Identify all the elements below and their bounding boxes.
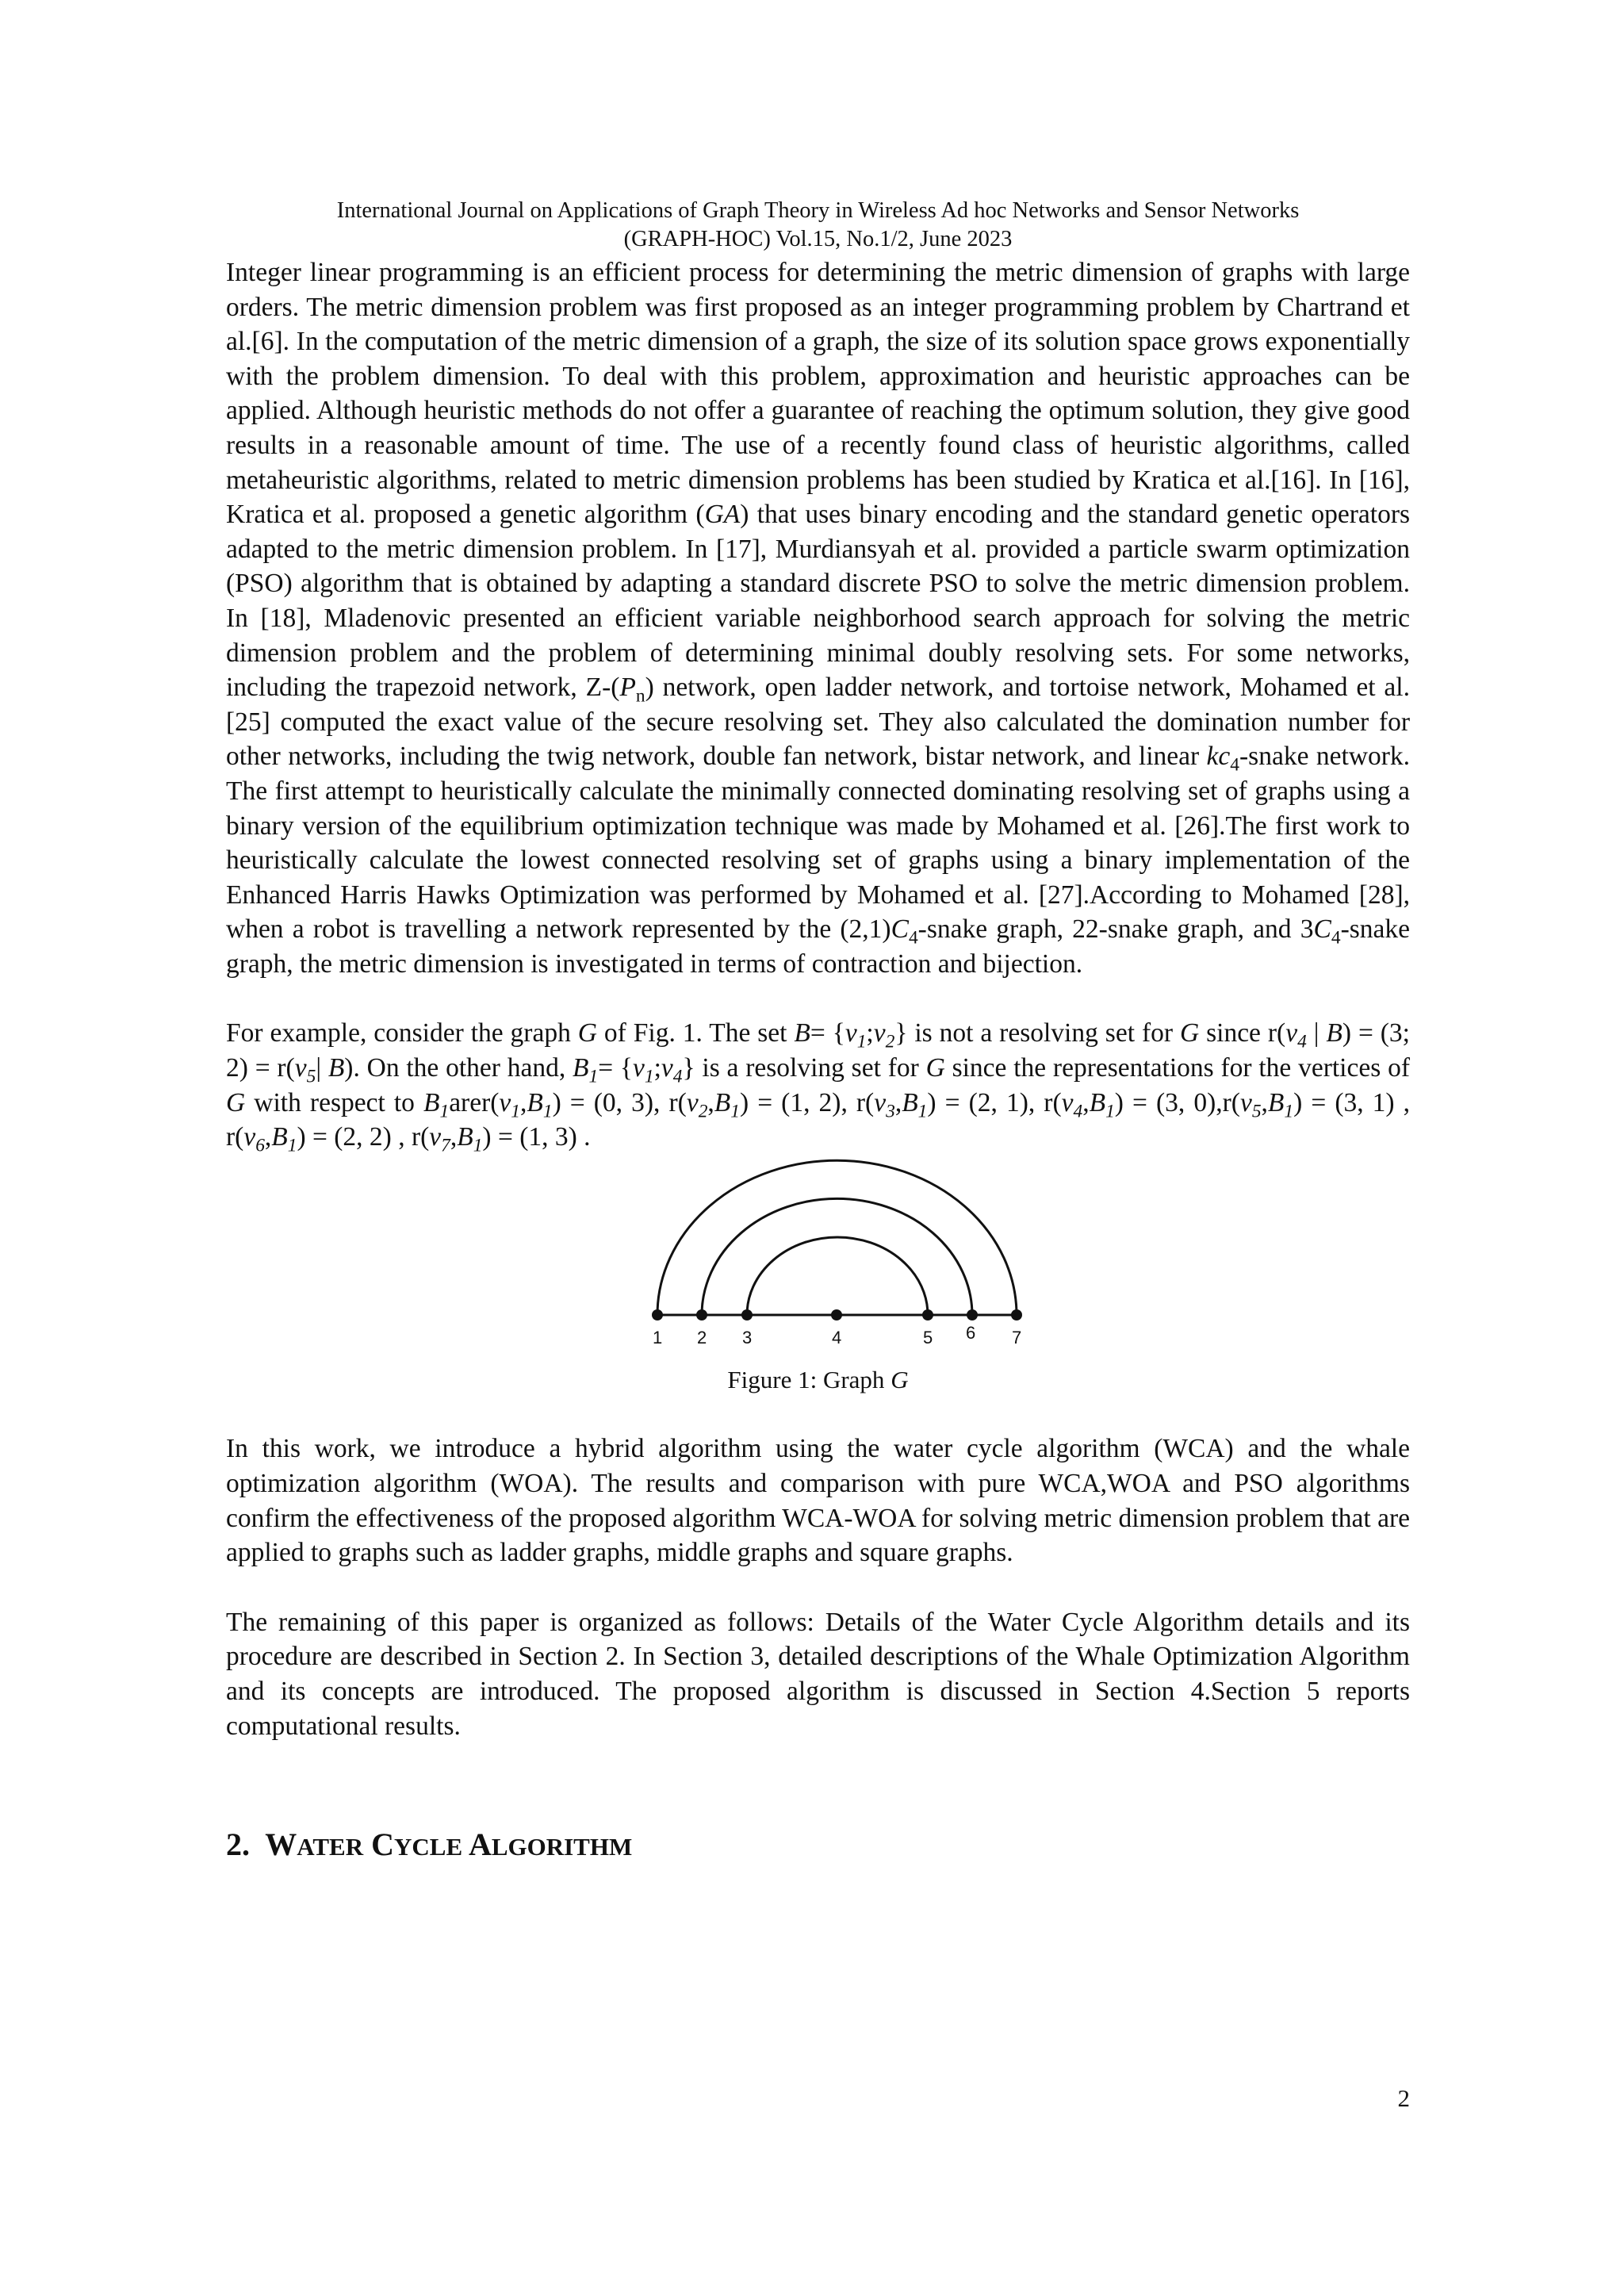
vertex-7	[1011, 1309, 1022, 1320]
vertex-label-1: 1	[653, 1327, 663, 1347]
paragraph-related-work: Integer linear programming is an efficient process for determining the metric dimension of graphs with large orders. The metric dimension problem was first proposed as an integer programming problem by Chartrand et al.[6]. In the computation of the metric dimension of a graph, the size of its solution space grows exponentially with the problem dimension. To deal with this problem, approximation and heuristic approaches can be applied. Although heuristic methods do not offer a guarantee of reaching the optimum solution, they give good results in a reasonable amount of time. The use of a recently found class of heuristic algorithms, called metaheuristic algorithms, related to metric dimension problems has been studied by Kratica et al.[16]. In [16], Kratica et al. proposed a genetic algorithm (GA) that uses binary encoding and the standard genetic operators adapted to the metric dimension problem. In [17], Murdiansyah et al. provided a particle swarm optimization (PSO) algorithm that is obtained by adapting a standard discrete PSO to solve the metric dimension problem. In [18], Mladenovic presented an efficient variable neighborhood search approach for solving the metric dimension problem and the problem of determining minimal doubly resolving sets. For some networks, including the trapezoid network, $Z-(P_n)$ network, open ladder network, and tortoise network, Mohamed et al. [25] computed the exact value of the secure resolving set. They also calculated the domination number for other networks, including the twig network, double fan network, bistar network, and linear $kc_4$-snake network. The first attempt to heuristically calculate the minimally connected dominating resolving set of graphs using a binary version of the equilibrium optimization technique was made by Mohamed et al. [26].The first work to heuristically calculate the lowest connected resolving set of graphs using a binary implementation of the Enhanced Harris Hawks Optimization was performed by Mohamed et al. [27].According to Mohamed [28], when a robot is travelling a network represented by the $(2,1)C_4$-snake graph, 22-snake graph, and $3C_4$-snake graph, the metric dimension is investigated in terms of contraction and bijection.	[226, 258, 1411, 979]
paragraph-contribution: In this work, we introduce a hybrid algorithm using the water cycle algorithm (WCA) and the whale optimization algorithm (WOA). The results and comparison with pure WCA,WOA and PSO algorithms confirm the effectiveness of the proposed algorithm WCA-WOA for solving metric dimension problem that are applied to graphs such as ladder graphs, middle graphs and square graphs.	[226, 1434, 1410, 1568]
vertex-6	[967, 1309, 978, 1320]
main-content	[226, 255, 1410, 1866]
header-volume: (GRAPH-HOC) Vol.15, No.1/2, June 2023	[623, 227, 1013, 251]
figure-caption: Figure 1: Graph G	[727, 1365, 909, 1393]
section-heading: 2. WATER CYCLE ALGORITHM	[226, 1826, 633, 1863]
vertex-label-2: 2	[697, 1327, 707, 1347]
vertex-label-4: 4	[832, 1327, 842, 1347]
vertex-label-3: 3	[742, 1327, 753, 1347]
vertex-5	[922, 1309, 933, 1320]
vertex-1	[652, 1309, 663, 1320]
edge-2-6	[702, 1198, 972, 1315]
graph-vertex-labels	[653, 1323, 1021, 1347]
vertex-label-7: 7	[1012, 1327, 1022, 1347]
vertex-2	[696, 1309, 707, 1320]
edge-3-5	[747, 1237, 928, 1315]
vertex-4	[831, 1309, 842, 1320]
paragraph-example: For example, consider the graph G of Fig. 1. The set $B= \{v_1;v_2\}$ is not a resolving set for G since $r(v_4$ | B) = (3; $2) = r(v_5|$ B). On the other hand, $B_1=$ $\{v_1;v_4\}$ is a resolving set for G since the representations for the vertices of G with respect to $B_1arer(v_1,B_1) = (0$, 3), $r(v_2,B_1) = (1$, 2), $r(v_3,B_1) = (2$, 1), $r(v_4,B_1) = (3$, $0),r(v_5,B_1) = (3$, 1) , $r(v_6,B_1) = (2$, 2) , $r(v_7,B_1) = (1$, 3) .	[226, 1018, 1411, 1156]
paragraph-organization: The remaining of this paper is organized as follows: Details of the Water Cycle Algorithm details and its procedure are described in Section 2. In Section 3, detailed descriptions of the Whale Optimization Algorithm and its concepts are introduced. The proposed algorithm is discussed in Section 4.Section 5 reports computational results.	[226, 1607, 1410, 1741]
header-journal-title: International Journal on Applications of Graph Theory in Wireless Ad hoc Networks and Sensor Networks	[336, 198, 1300, 223]
figure-graph-g	[226, 1186, 1410, 1355]
vertex-label-6: 6	[966, 1322, 976, 1343]
running-header	[226, 197, 1410, 254]
graph-g-diagram	[646, 1186, 1043, 1355]
vertex-3	[741, 1309, 753, 1320]
vertex-label-5: 5	[923, 1327, 933, 1347]
graph-edges	[657, 1160, 1017, 1315]
page-number: 2	[1397, 2084, 1410, 2112]
